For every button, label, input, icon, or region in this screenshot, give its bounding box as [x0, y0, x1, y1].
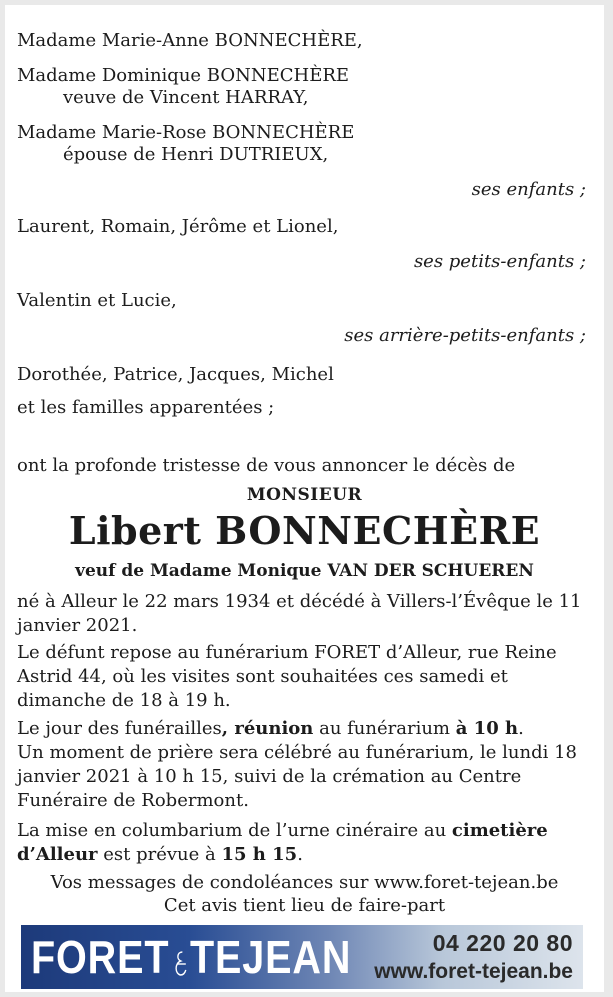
- ceremony-text: Un moment de prière sera célébré au funérarium, le lundi 18 janvier 2021 à 10 h 15, suivi de la crémation au Centre Funéraire de Robermont.: [17, 742, 577, 811]
- widower-line: veuf de Madame Monique VAN DER SCHUEREN: [75, 561, 534, 581]
- funeral-line: Le jour des funérailles, réunion au funérarium à 10 h.: [17, 718, 524, 739]
- website-link[interactable]: www.foret-tejean.be: [374, 960, 573, 983]
- family-line: Madame Dominique BONNECHÈRE: [17, 65, 350, 86]
- ampersand-icon: [172, 939, 187, 975]
- birth-death-paragraph: [17, 590, 586, 638]
- notice-line: Cet avis tient lieu de faire-part: [163, 895, 446, 916]
- funeral-home-banner: [21, 925, 583, 989]
- rest-text: Le défunt repose au funérarium FORET d’Alleur, rue Reine Astrid 44, où les visites sont souhaitées ces samedi et dimanche de 18 à 19 h.: [17, 642, 557, 711]
- columbarium-text: La mise en columbarium de l’urne cinéraire au cimetière d’Alleur est prévue à 15 h 15.: [17, 820, 548, 865]
- family-line: Laurent, Romain, Jérôme et Lionel,: [17, 216, 339, 237]
- funeral-home-logo: FORET TEJEAN: [31, 931, 352, 983]
- family-line: Valentin et Lucie,: [17, 290, 177, 311]
- family-line: épouse de Henri DUTRIEUX,: [63, 144, 329, 165]
- birth-death-text: né à Alleur le 22 mars 1934 et décédé à Villers-l’Évêque le 11 janvier 2021.: [17, 591, 582, 636]
- family-line: Madame Marie-Anne BONNECHÈRE,: [17, 30, 363, 51]
- family-line: et les familles apparentées ;: [17, 397, 275, 418]
- family-line: veuve de Vincent HARRAY,: [63, 87, 309, 108]
- deceased-title: MONSIEUR: [246, 485, 363, 505]
- obituary-notice: [5, 5, 604, 992]
- relation-label: ses arrière-petits-enfants ;: [344, 325, 586, 346]
- funeral-paragraph: [17, 717, 586, 813]
- deceased-name: Libert BONNECHÈRE: [68, 508, 541, 553]
- relation-label: ses petits-enfants ;: [413, 251, 586, 272]
- family-line: Dorothée, Patrice, Jacques, Michel: [17, 364, 334, 385]
- rest-paragraph: [17, 641, 586, 713]
- announcement-text: ont la profonde tristesse de vous annoncer le décès de: [17, 455, 516, 476]
- relation-label: ses enfants ;: [471, 179, 586, 200]
- family-line: Madame Marie-Rose BONNECHÈRE: [17, 122, 355, 143]
- condolences-line: Vos messages de condoléances sur www.foret-tejean.be: [50, 872, 559, 893]
- columbarium-paragraph: [17, 819, 586, 867]
- phone-number: 04 220 20 80: [432, 930, 573, 956]
